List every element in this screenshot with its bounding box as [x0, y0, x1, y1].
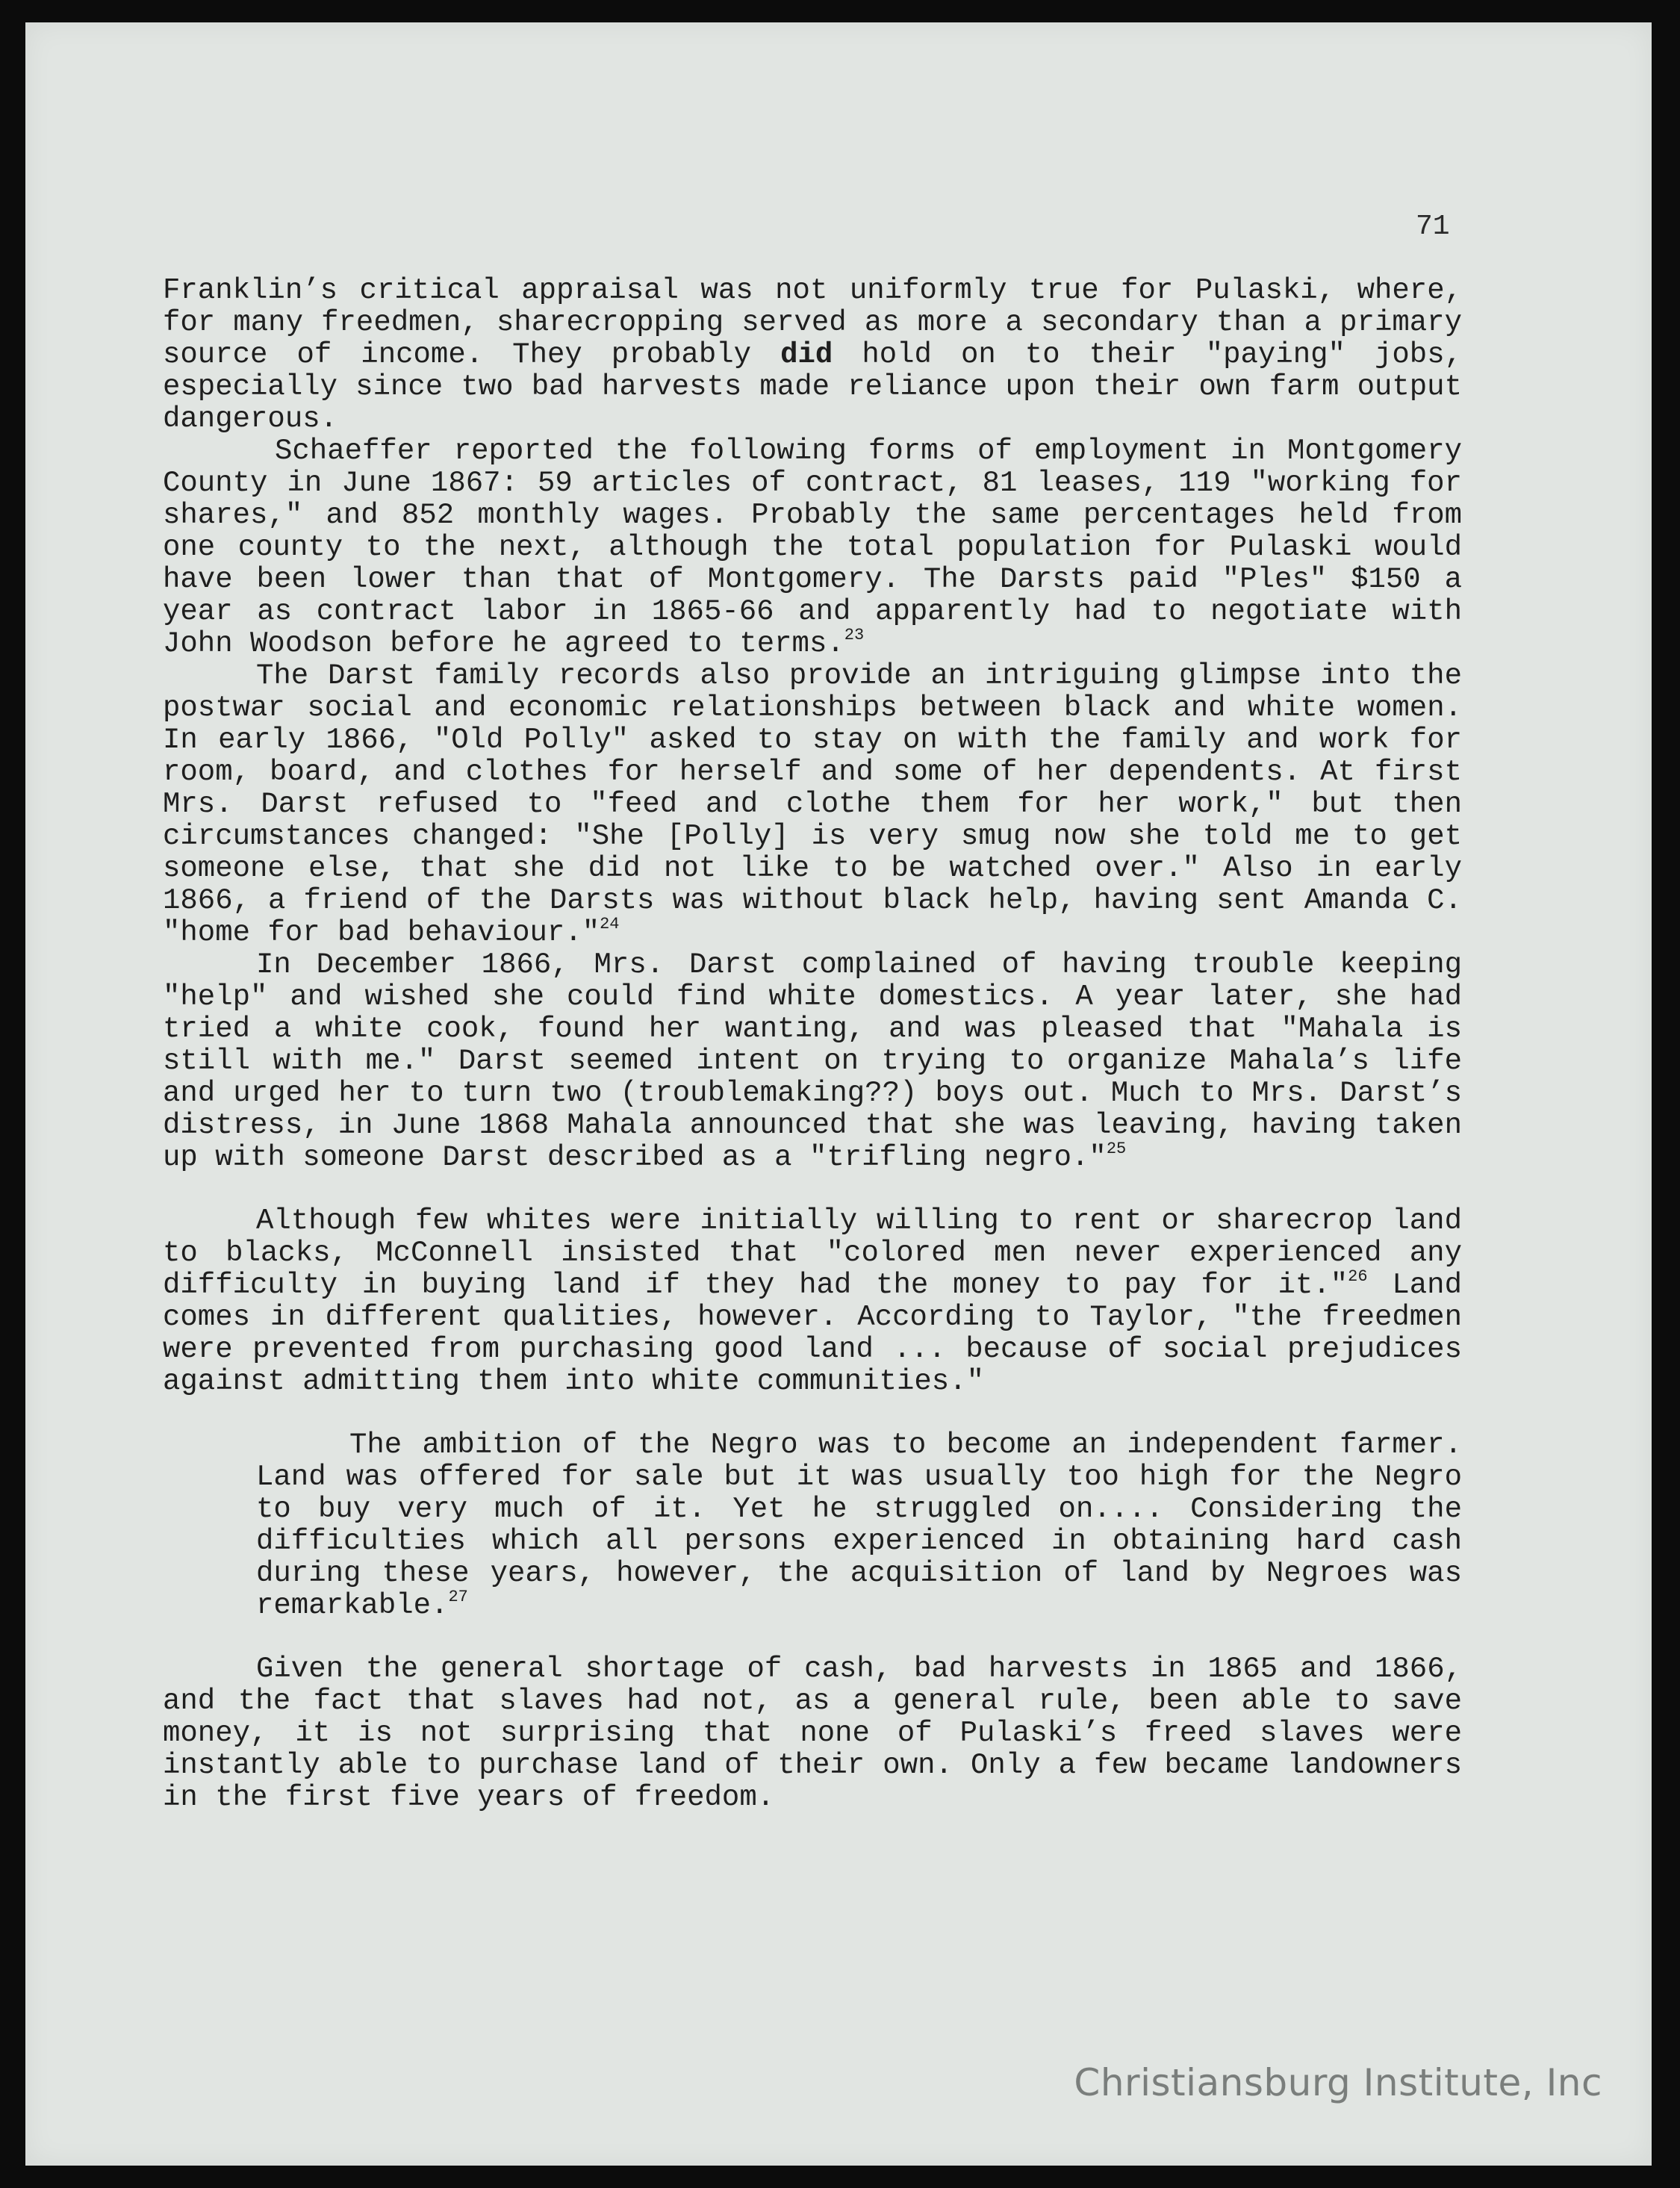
paragraph-6-text: Given the general shortage of cash, bad harvests in 1865 and 1866, and the fact that slaves had not, as a general rule, been able to save money, it is not surprising that none of Pulaski’s freed slaves were instantly able to purchase land of their own. Only a few became landowners in the first five years of freedom. [163, 1653, 1462, 1814]
paragraph-4 [163, 949, 1462, 1174]
paragraph-1-text-b: hold on to their "paying" jobs, especially since two bad harvests made reliance upon their own farm output dangerous. [163, 338, 1463, 435]
footnote-ref-23: 23 [844, 626, 865, 644]
paragraph-5 [163, 1205, 1462, 1398]
footnote-ref-25: 25 [1106, 1140, 1127, 1158]
footnote-ref-24: 24 [600, 915, 620, 933]
block-quote-text: The ambition of the Negro was to become an independent farmer. Land was offered for sale but it was usually too high for the Negro to buy very much of it. Yet he struggled on.... Considering the difficulties which all persons experienced in obtaining hard cash during these years, however, the acquisition of land by Negroes was remarkable. [256, 1429, 1462, 1622]
paragraph-1 [163, 275, 1462, 435]
paragraph-3 [163, 660, 1462, 949]
page-number: 71 [1416, 211, 1450, 243]
block-quote [256, 1429, 1462, 1622]
footnote-ref-26: 26 [1348, 1267, 1368, 1286]
paragraph-4-text: In December 1866, Mrs. Darst complained of having trouble keeping "help" and wished she could find white domestics. A year later, she had tried a white cook, found her wanting, and was pleased that "Mahala is still with me." Darst seemed intent on trying to organize Mahala’s life and urged her to turn two (troublemaking??) boys out. Much to Mrs. Darst’s distress, in June 1868 Mahala announced that she was leaving, having taken up with someone Darst described as a "trifling negro." [163, 948, 1462, 1174]
paragraph-1-text-a: Franklin’s critical appraisal was not uniformly true for Pulaski, where, for many freedmen, sharecropping served as more a secondary than a primary source of income. They probably [163, 274, 1462, 371]
document-body [163, 275, 1462, 1814]
paragraph-2 [163, 435, 1462, 660]
paragraph-3-text: The Darst family records also provide an intriguing glimpse into the postwar social and economic relationships between black and white women. In early 1866, "Old Polly" asked to stay on with the family and work for room, board, and clothes for herself and some of her dependents. At first Mrs. Darst refused to "feed and clothe them for her work," but then circumstances changed: "She [Polly] is very smug now she told me to get someone else, that she did not like to be watched over." Also in early 1866, a friend of the Darsts was without black help, having sent Amanda C. "home for bad behaviour." [163, 659, 1462, 949]
footnote-ref-27: 27 [448, 1588, 468, 1606]
paragraph-5-text-b: Land comes in different qualities, however. According to Taylor, "the freedmen were prevented from purchasing good land ... because of social prejudices against admitting them into white communities." [163, 1269, 1462, 1398]
paragraph-6 [163, 1653, 1462, 1814]
paragraph-2-text: Schaeffer reported the following forms of employment in Montgomery County in June 1867: 59 articles of contract, 81 leases, 119 "working for shares," and 852 monthly wages. Probably the same percentages held from one county to the next, although the total population for Pulaski would have been lower than that of Montgomery. The Darsts paid "Ples" $150 a year as contract labor in 1865-66 and apparently had to negotiate with John Woodson before he agreed to terms. [163, 435, 1462, 660]
paragraph-5-text-a: Although few whites were initially willing to rent or sharecrop land to blacks, McConnell insisted that "colored men never experienced any difficulty in buying land if they had the money to pay for it." [163, 1205, 1462, 1302]
watermark: Christiansburg Institute, Inc [1074, 2061, 1602, 2104]
paragraph-1-emphasis: did [780, 338, 833, 371]
